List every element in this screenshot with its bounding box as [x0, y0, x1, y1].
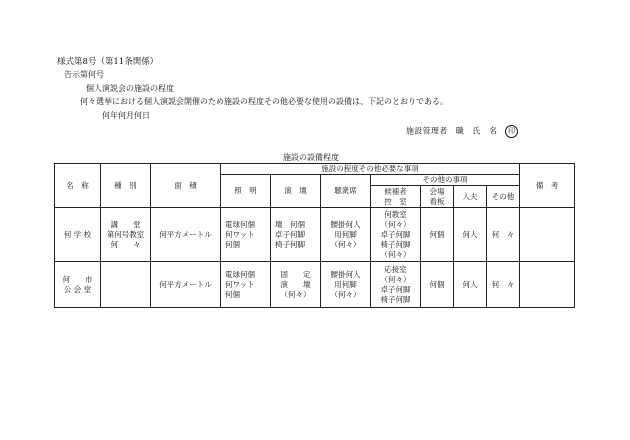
seal-mark: 印 — [505, 125, 518, 138]
header-degree-group: 施設の程度その他必要な事項 — [221, 164, 520, 175]
row-waiting-room: 何教室 （何々） 卓子何脚 椅子何脚 （何々） — [371, 208, 421, 262]
notice-body-text: 何々選挙における個人演説会開催のため施設の程度その他必要な使用の設備は、下記のとおりである。 — [80, 97, 448, 106]
row-type — [101, 262, 151, 308]
header-name: 名 称 — [55, 164, 101, 208]
row-staff: 何人 — [454, 208, 487, 262]
header-row — [55, 164, 575, 175]
manager-label: 施設管理者 職 氏 名 — [406, 126, 498, 136]
row-area: 何平方メートル — [151, 262, 221, 308]
row-venue-sign: 何個 — [421, 208, 454, 262]
row-type: 講 堂 第何号教室 何 々 — [101, 208, 151, 262]
row-others: 何 々 — [487, 262, 520, 308]
header-seats: 聴衆席 — [321, 175, 371, 208]
header-others: その他 — [487, 186, 520, 208]
table-row — [55, 208, 575, 262]
facility-manager-signature — [406, 125, 518, 138]
header-waiting-room: 候補者 控 室 — [371, 186, 421, 208]
row-others: 何 々 — [487, 208, 520, 262]
row-seats: 腰掛何人 用何脚 （何々） — [321, 208, 371, 262]
notice-number: 告示第何号 — [64, 70, 104, 79]
header-venue-sign: 会場 看板 — [421, 186, 454, 208]
row-remarks — [520, 262, 575, 308]
row-name: 何 学 校 — [55, 208, 101, 262]
document-title: 個人演説会の施設の程度 — [86, 84, 174, 93]
form-number: 様式第8号（第11条関係） — [57, 57, 159, 67]
row-stage: 固 定 演 壇 （何々） — [271, 262, 321, 308]
header-stage: 演 壇 — [271, 175, 321, 208]
header-type: 種 別 — [101, 164, 151, 208]
table-caption: 施設の設備程度 — [283, 153, 339, 162]
row-seats: 腰掛何人 用何脚 （何々） — [321, 262, 371, 308]
row-stage: 壇 何個 卓子何脚 椅子何脚 — [271, 208, 321, 262]
table-row — [55, 262, 575, 308]
row-waiting-room: 応接室 （何々） 卓子何脚 椅子何脚 — [371, 262, 421, 308]
date-line: 何年何月何日 — [102, 111, 150, 120]
row-lighting: 電球何個 何ワット 何個 — [221, 208, 271, 262]
facility-table — [54, 163, 575, 308]
row-remarks — [520, 208, 575, 262]
row-venue-sign: 何個 — [421, 262, 454, 308]
header-remarks: 備 考 — [520, 164, 575, 208]
row-lighting: 電球何個 何ワット 何個 — [221, 262, 271, 308]
row-staff: 何人 — [454, 262, 487, 308]
header-staff: 人夫 — [454, 186, 487, 208]
row-name: 何 市 公 会 堂 — [55, 262, 101, 308]
header-area: 面 積 — [151, 164, 221, 208]
header-lighting: 照 明 — [221, 175, 271, 208]
row-area: 何平方メートル — [151, 208, 221, 262]
header-other-group: その他の事項 — [371, 175, 520, 186]
